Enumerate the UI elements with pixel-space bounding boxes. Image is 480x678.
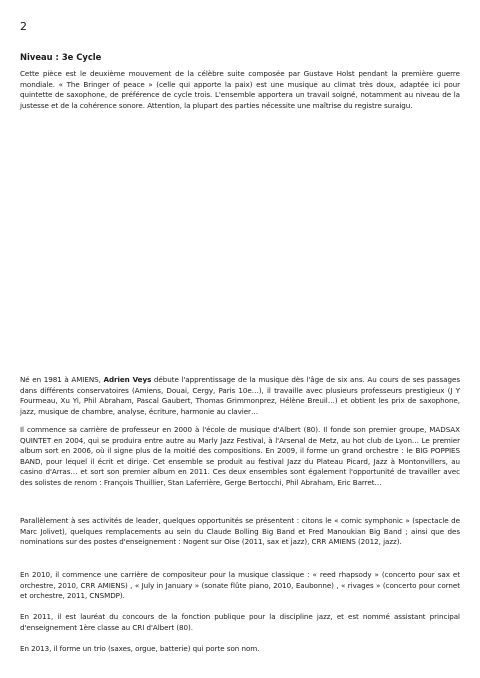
page-number: 2 bbox=[20, 20, 27, 33]
bio-paragraph-trio: En 2013, il forme un trio (saxes, orgue, batterie) qui porte son nom. bbox=[20, 644, 260, 653]
bio-paragraph-laureate: En 2011, il est lauréat du concours de la fonction publique pour la discipline jazz, et est nommé assistant principal d'enseignement 1ère classe au CRI d'Albert (80). bbox=[20, 612, 460, 632]
bio-paragraph-composer: En 2010, il commence une carrière de compositeur pour la musique classique : « reed rhapsody » (concerto pour sax et orchestre, 2010, CRR AMIENS) , « July in January » (sonate flûte piano, 2010, Eaubonne) , « rivages » (concerto pour cornet et orchestre, 2011, CNSMDP). bbox=[20, 570, 460, 600]
artist-name: Adrien Veys bbox=[103, 375, 152, 384]
bio-paragraph-birth bbox=[20, 375, 460, 417]
bio-paragraph-activities: Parallèlement à ses activités de leader, quelques opportunités se présentent : citons le « comic symphonic » (spectacle de Marc Jolivet), quelques remplacements au sein du Claude Bolling Big Band et Fred Manoukian Big Band ; ainsi que des nominations sur des postes d'enseignement : Nogent sur Oise (2011, sax et jazz), CRR AMIENS (2012, jazz). bbox=[20, 516, 460, 546]
bio-birth-lead: Né en 1981 à AMIENS, bbox=[20, 375, 104, 384]
level-heading: Niveau : 3e Cycle bbox=[20, 52, 102, 62]
bio-birth-rest: débute l'apprentissage de la musique dès l'âge de six ans. Au cours de ses passages dans différents conservatoires (Amiens, Douai, Cergy, Paris 10e…), il travaille avec plusieurs professeurs prestigieux (J Y Fourmeau, Xu Yi, Phil Abraham, Pascal Gaubert, Thomas Grimmonprez, Hélène Breuil…) et obtient les prix de saxophone, jazz, musique de chambre, analyse, écriture, harmonie au clavier… bbox=[20, 375, 461, 416]
bio-paragraph-career: Il commence sa carrière de professeur en 2000 à l'école de musique d'Albert (80). Il fonde son premier groupe, MADSAX QUINTET en 2004, qui se produira entre autre au Marly Jazz Festival, à l'Arsenal de Metz, au hot club de Lyon… Le premier album sort en 2006, où il signe plus de la moitié des compositions. En 2009, il forme un grand orchestre : le BIG POPPIES BAND, pour lequel il écrit et dirige. Cet ensemble se produit au festival Jazz du Plateau Picard, Jazz à Montonvillers, au casino d'Arras… et sort son premier album en 2011. Ces deux ensembles sont également l'opportunité de travailler avec des solistes de renom : François Thuillier, Stan Laferrière, Gerge Bertocchi, Phil Abraham, Eric Barret… bbox=[20, 425, 460, 487]
intro-paragraph: Cette pièce est le deuxième mouvement de la célèbre suite composée par Gustave Holst pendant la première guerre mondiale. « The Bringer of peace » (celle qui apporte la paix) est une musique au climat très doux, adaptée ici pour quintette de saxophone, de préférence de cycle trois. L'ensemble apportera un travail soigné, notamment au niveau de la justesse et de la cohérence sonore. Attention, la plupart des parties nécessite une maîtrise du registre suraigu. bbox=[20, 69, 460, 110]
